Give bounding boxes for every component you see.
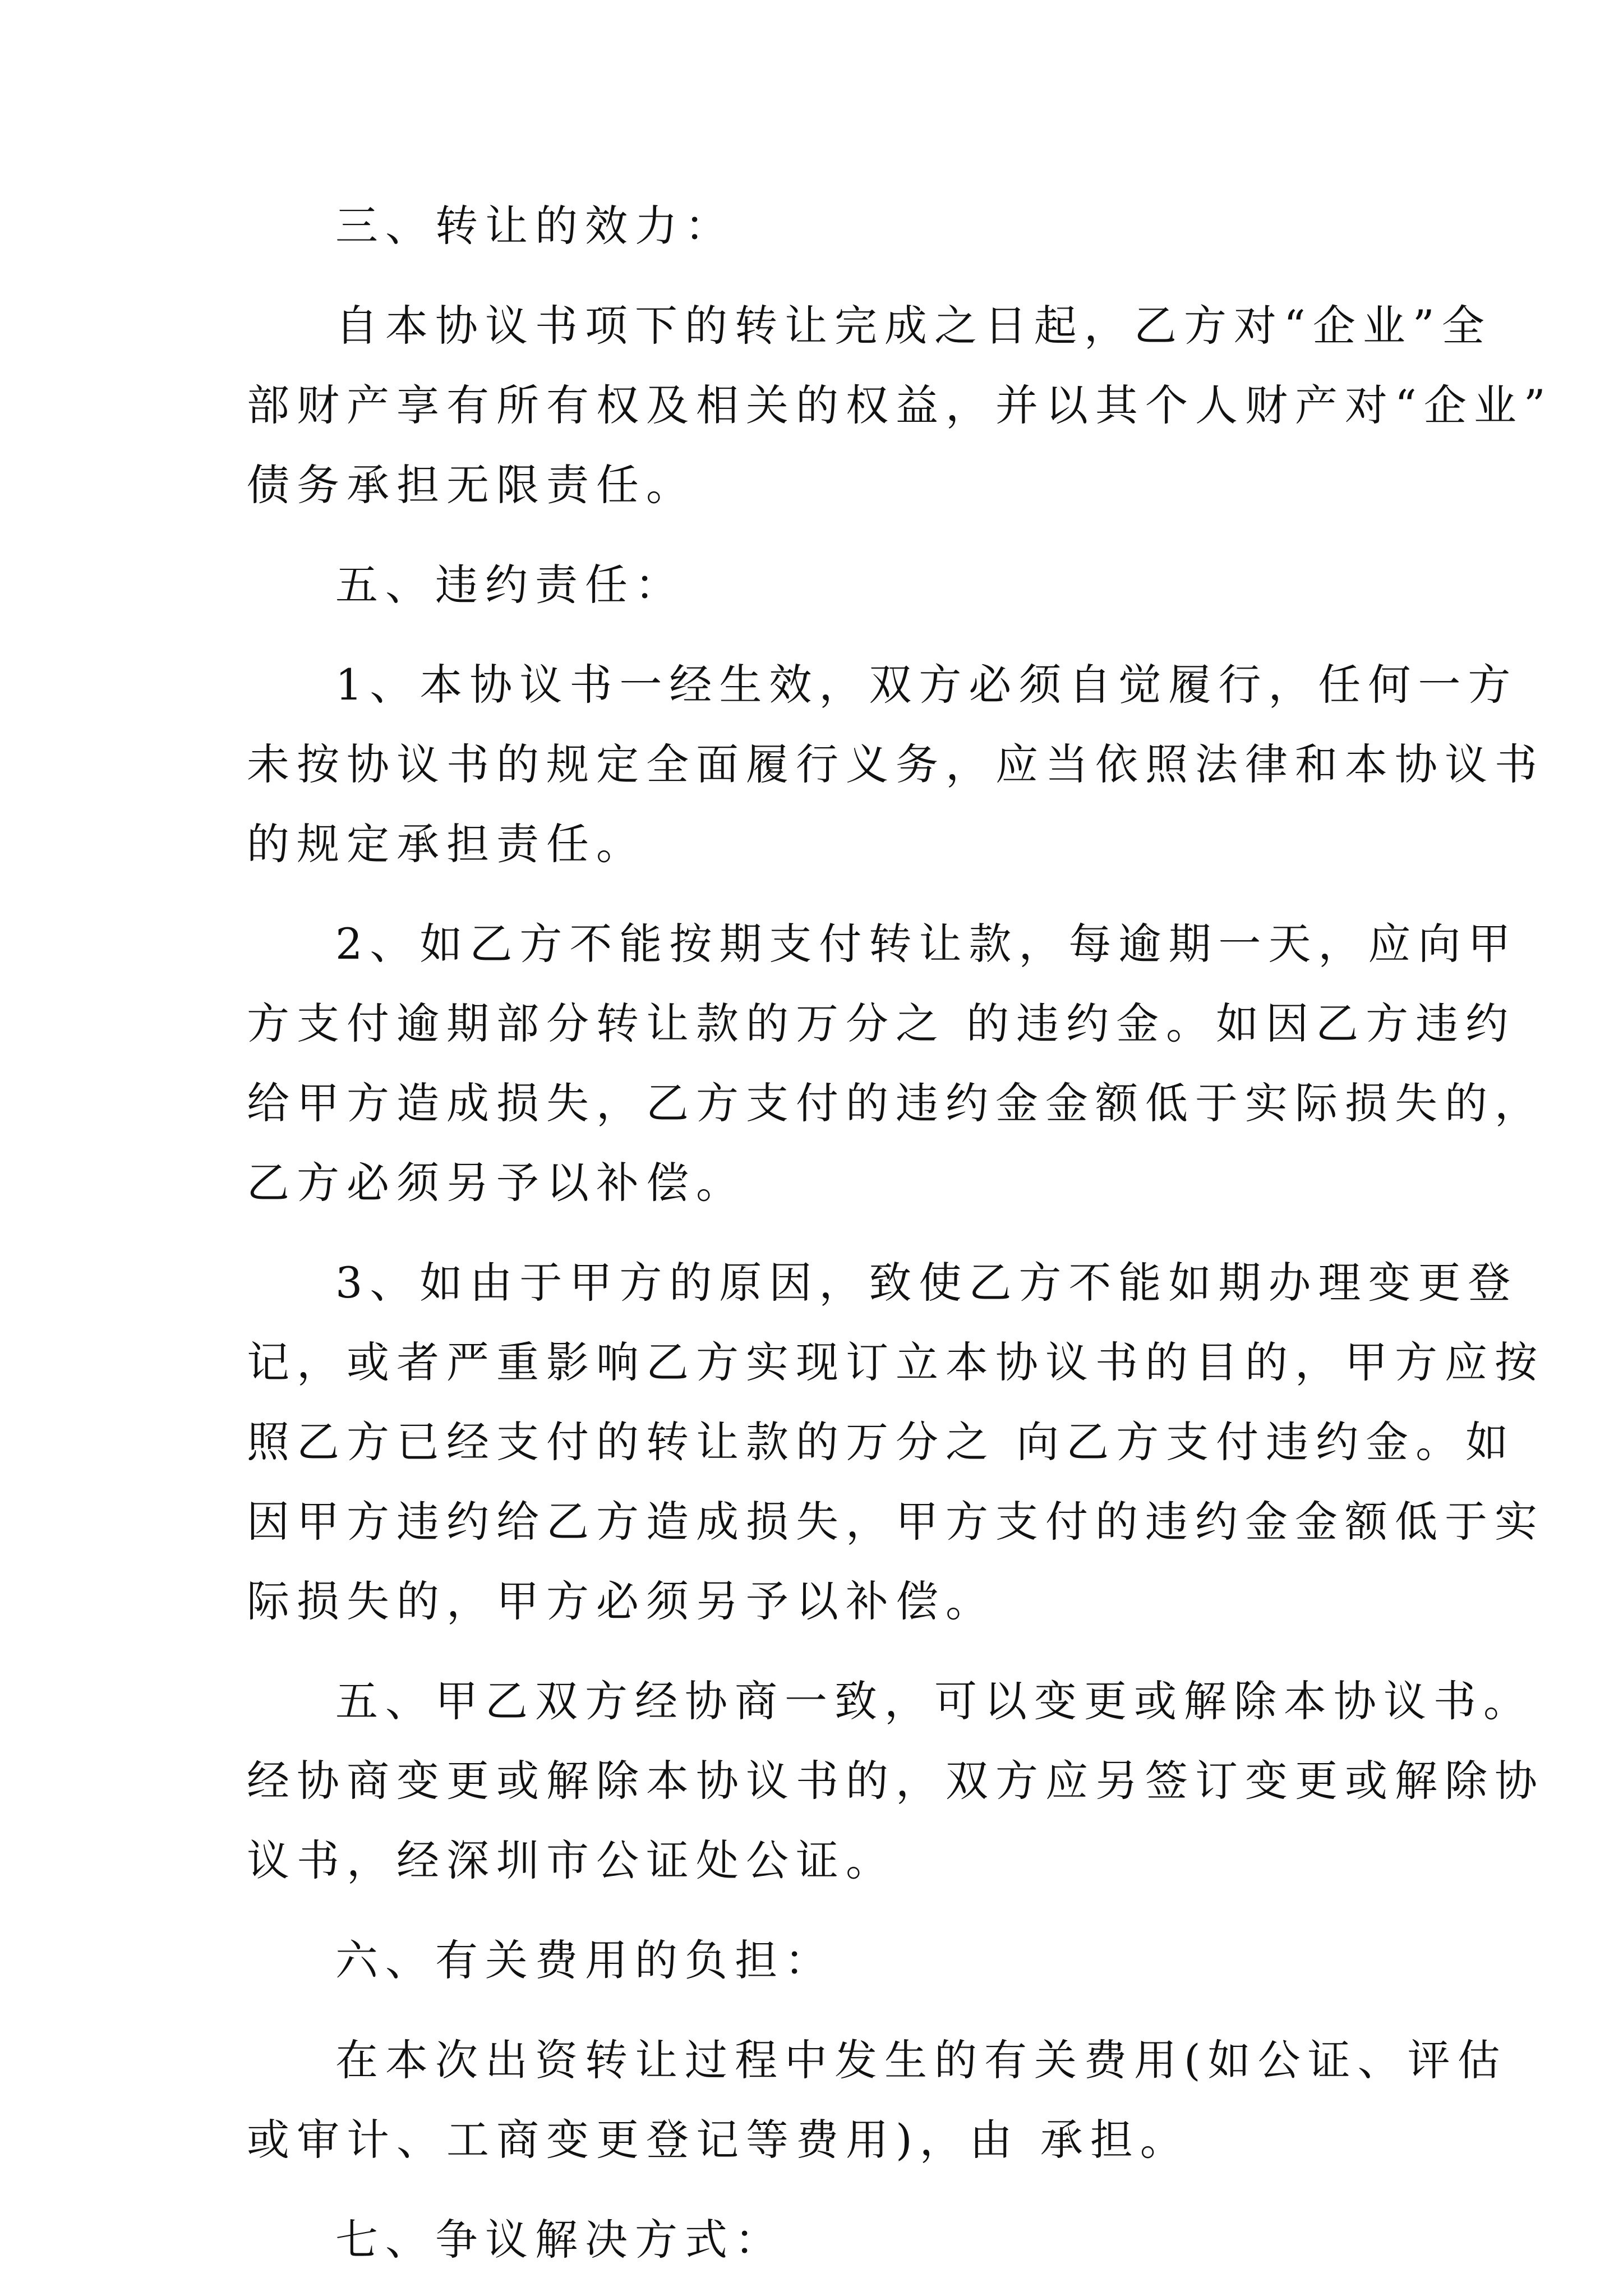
paragraph-line: 未按协议书的规定全面履行义务，应当依照法律和本协议书 (247, 739, 1544, 789)
spacer (247, 1223, 1385, 1243)
paragraph-line: 乙方必须另予以补偿。 (247, 1158, 746, 1208)
paragraph-line: 给甲方造成损失，乙方支付的违约金金额低于实际损失的， (247, 1078, 1544, 1128)
spacer (247, 525, 1385, 545)
paragraph-line: 2、如乙方不能按期支付转让款，每逾期一天，应向甲 (335, 919, 1518, 969)
section-heading-costs: 六、有关费用的负担： (335, 1935, 834, 1985)
paragraph-line: 议书，经深圳市公证处公证。 (247, 1835, 896, 1885)
paragraph-line: 或审计、工商变更登记等费用)，由 承担。 (247, 2115, 1190, 2165)
spacer (247, 2180, 1385, 2200)
document-body (247, 186, 1553, 2280)
paragraph-line: 照乙方已经支付的转让款的万分之 向乙方支付违约金。如 (247, 1417, 1516, 1467)
paragraph-line: 因甲方违约给乙方造成损失，甲方支付的违约金金额低于实 (247, 1497, 1544, 1547)
spacer (247, 1901, 1385, 1921)
paragraph-line: 方支付逾期部分转让款的万分之 的违约金。如因乙方违约 (247, 999, 1516, 1048)
paragraph-line: 债务承担无限责任。 (247, 460, 696, 510)
spacer (247, 2000, 1385, 2021)
paragraph-line: 五、甲乙双方经协商一致，可以变更或解除本协议书。 (335, 1676, 1533, 1726)
paragraph-line: 记，或者严重影响乙方实现订立本协议书的目的，甲方应按 (247, 1337, 1544, 1387)
paragraph-line: 自本协议书项下的转让完成之日起，乙方对“企业”全 (335, 301, 1492, 351)
spacer (247, 1641, 1385, 1662)
paragraph-line: 的规定承担责任。 (247, 819, 646, 869)
spacer (247, 266, 1385, 286)
paragraph-line: 部财产享有所有权及相关的权益，并以其个人财产对“企业” (247, 380, 1553, 430)
paragraph-line: 际损失的，甲方必须另予以补偿。 (247, 1576, 995, 1626)
section-heading-breach: 五、违约责任： (335, 560, 685, 610)
spacer (247, 625, 1385, 645)
paragraph-line: 1、本协议书一经生效，双方必须自觉履行，任何一方 (335, 660, 1518, 710)
paragraph-line: 3、如由于甲方的原因，致使乙方不能如期办理变更登 (335, 1258, 1518, 1308)
paragraph-line: 在本次出资转让过程中发生的有关费用(如公证、评估 (335, 2035, 1507, 2085)
section-heading-dispute: 七、争议解决方式： (335, 2215, 785, 2265)
section-heading-effect: 三、转让的效力： (335, 201, 735, 251)
spacer (247, 884, 1385, 904)
paragraph-line: 经协商变更或解除本协议书的，双方应另签订变更或解除协 (247, 1756, 1544, 1806)
